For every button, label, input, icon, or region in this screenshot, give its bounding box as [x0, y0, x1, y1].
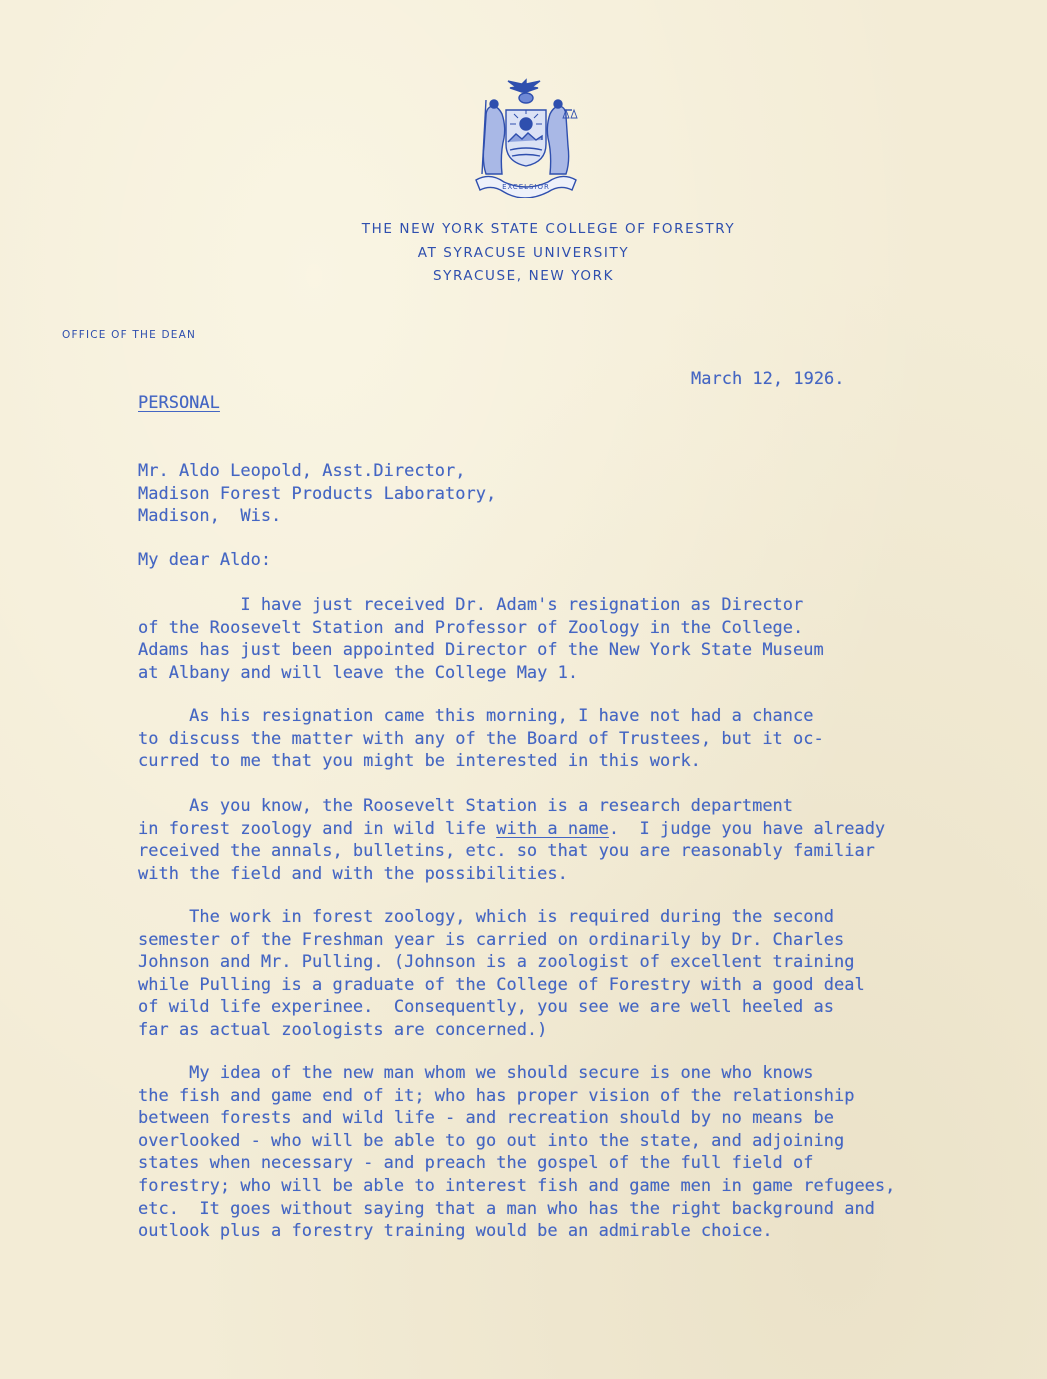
- text-line: at Albany and will leave the College May 1.: [138, 662, 579, 683]
- letterhead-city: SYRACUSE, NEW YORK: [432, 268, 615, 284]
- text-line: etc. It goes without saying that a man who has the right background and: [138, 1198, 875, 1219]
- letterhead-office: OFFICE OF THE DEAN: [62, 329, 197, 341]
- paragraph-4: [138, 906, 865, 1042]
- text-line: outlook plus a forestry training would be an admirable choice.: [138, 1221, 773, 1242]
- recipient-line: Mr. Aldo Leopold, Asst.Director,: [138, 461, 466, 481]
- paragraph-2: [138, 705, 824, 773]
- text-line: far as actual zoologists are concerned.): [138, 1019, 548, 1040]
- text-line: of wild life experinee. Consequently, you see we are well heeled as: [138, 997, 834, 1018]
- text-line: of the Roosevelt Station and Professor of Zoology in the College.: [138, 617, 804, 638]
- text-line: while Pulling is a graduate of the College of Forestry with a good deal: [138, 974, 865, 995]
- text-line: the fish and game end of it; who has proper vision of the relationship: [138, 1085, 855, 1106]
- text-line: between forests and wild life - and recreation should by no means be: [138, 1108, 834, 1129]
- text-line: states when necessary - and preach the gospel of the full field of: [138, 1153, 814, 1174]
- text-line: curred to me that you might be interested in this work.: [138, 751, 701, 772]
- text-line: with the field and with the possibilities.: [138, 863, 568, 884]
- text-line: The work in forest zoology, which is required during the second: [138, 907, 834, 927]
- paragraph-3: [138, 795, 885, 885]
- text-line: to discuss the matter with any of the Board of Trustees, but it oc-: [138, 728, 824, 749]
- letterhead-college-name: THE NEW YORK STATE COLLEGE OF FORESTRY: [361, 221, 736, 237]
- text-line: Adams has just been appointed Director of the New York State Museum: [138, 640, 824, 661]
- text-line: received the annals, bulletins, etc. so that you are reasonably familiar: [138, 841, 875, 862]
- underlined-phrase: with a name: [496, 818, 609, 839]
- text-line: overlooked - who will be able to go out into the state, and adjoining: [138, 1130, 845, 1151]
- letter-date: March 12, 1926.: [691, 369, 845, 389]
- text-line: As his resignation came this morning, I have not had a chance: [138, 706, 814, 726]
- recipient-line: Madison, Wis.: [138, 506, 282, 527]
- paragraph-1: [138, 594, 824, 684]
- recipient-line: Madison Forest Products Laboratory,: [138, 483, 497, 504]
- letterhead-university: AT SYRACUSE UNIVERSITY: [417, 245, 630, 261]
- text-line: As you know, the Roosevelt Station is a research department: [138, 796, 794, 816]
- salutation: My dear Aldo:: [138, 550, 272, 570]
- text-line: My idea of the new man whom we should secure is one who knows: [138, 1063, 814, 1083]
- seal-motto: EXCELSIOR: [502, 183, 550, 191]
- text-line: I have just received Dr. Adam's resignation as Director: [138, 595, 804, 615]
- text-line: semester of the Freshman year is carried on ordinarily by Dr. Charles: [138, 929, 845, 950]
- text-line-start: in forest zoology and in wild life: [138, 818, 497, 839]
- new-york-state-seal-icon: [468, 76, 584, 198]
- recipient-address: [138, 460, 496, 528]
- text-line: forestry; who will be able to interest fish and game men in game refugees,: [138, 1175, 896, 1196]
- personal-marking: PERSONAL: [138, 393, 220, 413]
- paragraph-5: [138, 1062, 895, 1243]
- text-line-end: . I judge you have already: [608, 818, 886, 839]
- text-line: Johnson and Mr. Pulling. (Johnson is a zoologist of excellent training: [138, 952, 855, 973]
